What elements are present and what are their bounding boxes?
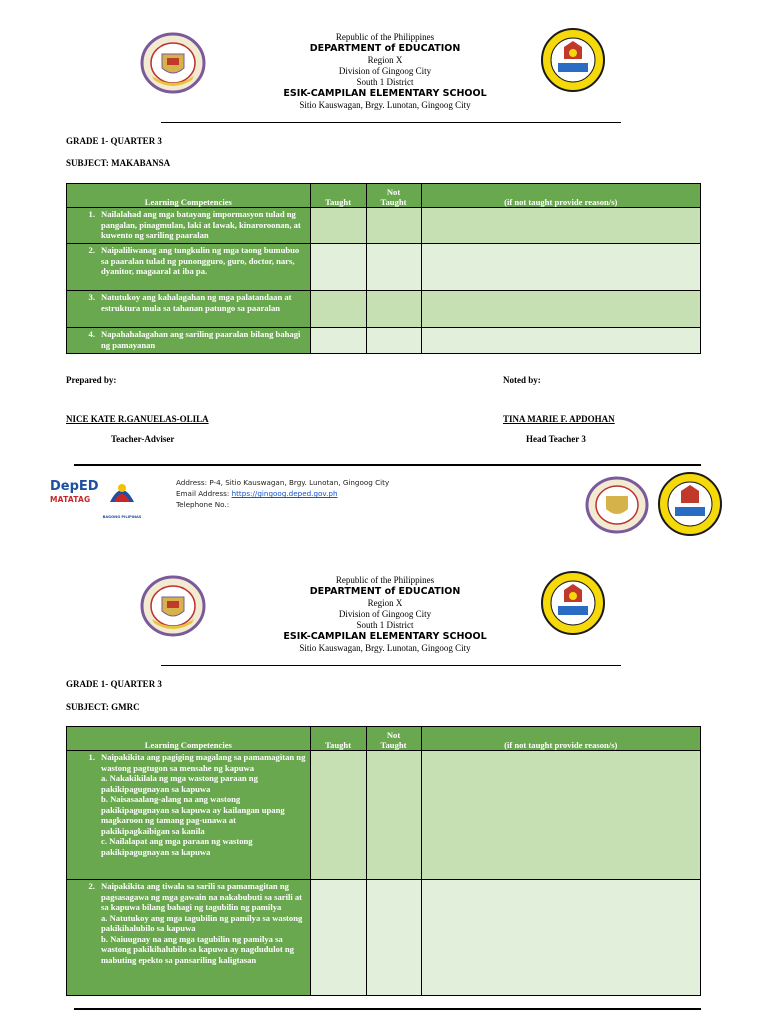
letterhead	[230, 32, 540, 111]
district-line: South 1 District	[356, 620, 414, 631]
taught-cell[interactable]	[310, 291, 366, 328]
header-divider-2	[161, 665, 621, 666]
not-taught-cell[interactable]	[366, 328, 421, 354]
letterhead-2	[230, 575, 540, 654]
school-address: Sitio Kauswagan, Brgy. Lunotan, Gingoog City	[299, 642, 471, 653]
division-seal-left-2	[140, 575, 206, 637]
header-divider	[161, 122, 621, 123]
school-seal-right	[540, 27, 606, 93]
division-seal-footer	[585, 476, 649, 534]
reason-cell[interactable]	[421, 751, 701, 880]
col-taught: Taught	[310, 184, 366, 208]
footer-email-line: Email Address: https://gingoog.deped.gov.ph	[176, 489, 338, 498]
competency-table-gmrc	[66, 726, 701, 996]
region-line: Region X	[367, 54, 403, 65]
school-address: Sitio Kauswagan, Brgy. Lunotan, Gingoog City	[299, 99, 471, 110]
taught-cell[interactable]	[310, 751, 366, 880]
col-not-taught: Not Taught	[366, 727, 421, 751]
department-line: DEPARTMENT of EDUCATION	[309, 43, 461, 55]
reason-cell[interactable]	[421, 291, 701, 328]
subject-label-2: SUBJECT: GMRC	[66, 702, 140, 712]
preparer-name: NICE KATE R.GANUELAS-OLILA	[66, 414, 209, 424]
taught-cell[interactable]	[310, 244, 366, 291]
school-seal-right-2	[540, 570, 606, 636]
col-reason: (if not taught provide reason/s)	[421, 184, 701, 208]
taught-cell[interactable]	[310, 328, 366, 354]
republic-line: Republic of the Philippines	[335, 32, 435, 42]
republic-line: Republic of the Philippines	[335, 575, 435, 585]
table-row: 3. Natutukoy ang kahalagahan ng mga palatandaan at estruktura mula sa tahanan patungo sa paaralan	[67, 291, 311, 328]
grade-quarter-2: GRADE 1- QUARTER 3	[66, 679, 162, 689]
grade-quarter: GRADE 1- QUARTER 3	[66, 136, 162, 146]
taught-cell[interactable]	[310, 208, 366, 244]
footer-contact	[176, 477, 389, 510]
col-not-taught: Not Taught	[366, 184, 421, 208]
preparer-title: Teacher-Adviser	[111, 434, 175, 444]
table-row: 1. Naipakikita ang pagiging magalang sa pamamagitan ng wastong pagtugon sa mensahe ng kapuwa a. Nakakikilala ng mga wastong paraan ng pakikipagugnayan sa kapuwa b. Naisasaalang-alang na ang wastong pakikipagugnayan sa kapuwa ay kailangan upang magkaroon ng tamang pag-unawa at pakikipagkaibigan sa kanila c. Nailalapat ang mga paraan ng wastong pakikipagugnayan sa kapuwa	[67, 751, 311, 880]
not-taught-cell[interactable]	[366, 751, 421, 880]
prepared-by-label: Prepared by:	[66, 375, 117, 385]
department-line: DEPARTMENT of EDUCATION	[309, 586, 461, 598]
footer-telephone: Telephone No.:	[176, 500, 230, 509]
table-row: 1. Nailalahad ang mga batayang impormasyon tulad ng pangalan, pinagmulan, laki at lawak, kinaroroonan, at kuwento ng sariling paaralan	[67, 208, 311, 244]
reason-cell[interactable]	[421, 880, 701, 996]
deped-logo: DepED MATATAG	[50, 479, 99, 504]
noted-by-label: Noted by:	[503, 375, 541, 385]
noter-title: Head Teacher 3	[526, 434, 586, 444]
competency-table-makabansa	[66, 183, 701, 354]
reason-cell[interactable]	[421, 208, 701, 244]
division-line: Division of Gingoog City	[338, 608, 432, 619]
footer-divider-2	[74, 1008, 701, 1010]
school-seal-footer	[657, 471, 723, 537]
taught-cell[interactable]	[310, 880, 366, 996]
division-seal-left	[140, 32, 206, 94]
col-taught: Taught	[310, 727, 366, 751]
table-row: 4. Napahahalagahan ang sariling paaralan bilang bahagi ng pamayanan	[67, 328, 311, 354]
school-name: ESIK-CAMPILAN ELEMENTARY SCHOOL	[283, 88, 487, 100]
not-taught-cell[interactable]	[366, 208, 421, 244]
bagong-pilipinas-logo: BAGONG PILIPINAS	[100, 476, 144, 518]
col-competencies: Learning Competencies	[67, 727, 311, 751]
col-reason: (if not taught provide reason/s)	[421, 727, 701, 751]
subject-label: SUBJECT: MAKABANSA	[66, 158, 171, 168]
school-name: ESIK-CAMPILAN ELEMENTARY SCHOOL	[283, 631, 487, 643]
footer-address: Address: P-4, Sitio Kauswagan, Brgy. Lunotan, Gingoog City	[176, 478, 390, 487]
table-row: 2. Naipakikita ang tiwala sa sarili sa pamamagitan ng pagsasagawa ng mga gawain na nakabubuti sa sarili at sa kapuwa bilang bahagi ng tagubilin ng pamilya a. Natutukoy ang mga tagubilin ng pamilya sa wastong pakikihalubilo sa kapuwa b. Naiuugnay na ang mga tagubilin ng pamilya sa wastong pakikihalubilo sa kapuwa ay nagdudulot ng mabuting epekto sa pansariling kaligtasan	[67, 880, 311, 996]
noter-name: TINA MARIE F. APDOHAN	[503, 414, 615, 424]
district-line: South 1 District	[356, 77, 414, 88]
table-row: 2. Naipaliliwanag ang tungkulin ng mga taong bumubuo sa paaralan tulad ng punongguro, guro, doctor, nars, dyanitor, magaaral at iba pa.	[67, 244, 311, 291]
not-taught-cell[interactable]	[366, 291, 421, 328]
region-line: Region X	[367, 597, 403, 608]
email-link[interactable]: https://gingoog.deped.gov.ph	[231, 489, 338, 498]
reason-cell[interactable]	[421, 328, 701, 354]
division-line: Division of Gingoog City	[338, 65, 432, 76]
reason-cell[interactable]	[421, 244, 701, 291]
footer-divider	[74, 464, 701, 466]
col-competencies: Learning Competencies	[67, 184, 311, 208]
not-taught-cell[interactable]	[366, 880, 421, 996]
not-taught-cell[interactable]	[366, 244, 421, 291]
